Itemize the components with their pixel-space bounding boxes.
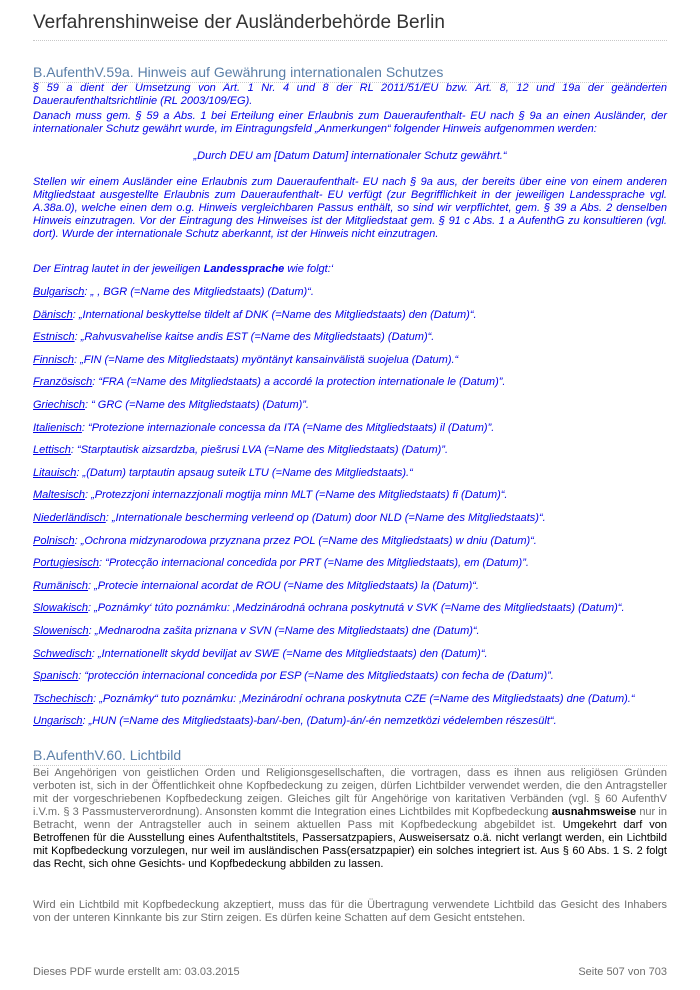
language-entry (33, 535, 683, 548)
language-name-link[interactable]: Schwedisch (33, 647, 92, 660)
language-entry (33, 467, 683, 480)
language-entry (33, 489, 683, 502)
language-notice-text: : „Poznámky“ tuto poznámku: ‚Mezinárodní ochrana poskytnuta CZE (=Name des Mitgliedstaats) dne (Datum).“ (93, 692, 635, 705)
language-notice-text: : „Poznámky‘ túto poznámku: ‚Medzinárodná ochrana poskytnutá v SVK (=Name des Mitgliedstaats) (Datum)“. (88, 602, 625, 615)
language-notice-text: : „Protecie internaional acordat de ROU (=Name des Mitgliedstaats) la (Datum)“. (88, 579, 479, 592)
section-title-59a: B.AufenthV.59a. Hinweis auf Gewährung internationalen Schutzes (33, 64, 667, 83)
language-entry (33, 354, 683, 367)
section-title-60: B.AufenthV.60. Lichtbild (33, 747, 667, 766)
language-notice-text: : „Mednarodna zašita priznana v SVN (=Name des Mitgliedstaats) dne (Datum)“. (88, 625, 480, 637)
paragraph-photo-requirements: Wird ein Lichtbild mit Kopfbedeckung akzeptiert, muss das für die Übertragung verwendete Lichtbild das Gesicht des Inhabers von der unteren Kinnkante bis zur Stirn zeigen. Es dürfen keine Schatten auf dem Gesicht entstehen. (33, 899, 667, 924)
language-entry (33, 670, 683, 683)
paragraph-headwear-exception (33, 767, 667, 871)
paragraph-other-member-state: Stellen wir einem Ausländer eine Erlaubnis zum Daueraufenthalt- EU nach § 9a aus, der bereits über eine von einem anderen Mitgliedstaat ausgestellte Erlaubnis zum Daueraufenthalt- EU verfügt (zur Begrifflichkeit in der jeweiligen Landessprache vgl. A.38a.0), welche einen dem o.g. Hinweis vergleichbaren Passus enthält, so sind wir verpflichtet, gem. § 39 a Abs. 2 denselben Hinweis einzutragen. Vor der Eintragung des Hinweises ist der Mitgliedstaat gem. § 91 c Abs. 1 a AufenthG zu konsultieren (vgl. dort). Wurde der internationale Schutz aberkannt, ist der Hinweis nicht einzutragen. (33, 176, 667, 240)
language-notice-text: : “protección internacional concedida por ESP (=Name des Mitgliedstaats) con fecha de (Datum)”. (78, 670, 554, 683)
language-notice-text: : „Protezzjoni internazzjonali mogtija minn MLT (=Name des Mitgliedstaats) fi (Datum)“. (84, 489, 508, 502)
language-notice-text: : “Protezione internazionale concessa da ITA (=Name des Mitgliedstaats) il (Datum)”. (81, 421, 495, 434)
language-name-link[interactable]: Portugiesisch (33, 557, 100, 570)
language-notice-text: : „Ochrona midzynarodowa przyznana przez POL (=Name des Mitgliedstaats) w dniu (Datum)“. (74, 534, 537, 547)
language-name-link[interactable]: Slowenisch (33, 625, 89, 637)
language-name-link[interactable]: Niederländisch (33, 512, 106, 524)
language-name-link[interactable]: Slowakisch (33, 602, 89, 615)
language-name-link[interactable]: Bulgarisch (33, 286, 85, 298)
language-intro (33, 263, 667, 276)
language-entry (33, 286, 683, 299)
language-notice-text: : „Internationale bescherming verleend op (Datum) door NLD (=Name des Mitgliedstaats)“. (105, 512, 546, 524)
language-name-link[interactable]: Rumänisch (33, 579, 89, 592)
language-entry (33, 580, 683, 593)
headwear-text-bold: ausnahmsweise (551, 806, 637, 818)
language-name-link[interactable]: Dänisch (33, 308, 73, 321)
language-entry (33, 376, 683, 389)
language-name-link[interactable]: Spanisch (33, 670, 79, 683)
language-entry (33, 444, 683, 457)
paragraph-intro: § 59 a dient der Umsetzung von Art. 1 Nr. 4 und 8 der RL 2011/51/EU bzw. Art. 8, 12 und 19a der geänderten Daueraufenthaltsrichtlinie (RL 2003/109/EG). (33, 82, 667, 107)
language-intro-prefix: Der Eintrag lautet in der jeweiligen (33, 263, 204, 275)
language-name-link[interactable]: Lettisch (33, 444, 71, 457)
language-intro-suffix: wie folgt:‘ (284, 263, 334, 275)
footer-created-date: Dieses PDF wurde erstellt am: 03.03.2015 (33, 966, 240, 978)
headwear-text-a: Bei Angehörigen von geistlichen Orden und Religionsgesellschaften, die vortragen, dass es ihnen aus religiösen Gründen verboten ist, sich in der Öffentlichkeit ohne Kopfbedeckung zu zeigen, dürfen Lichtbilder verwendet werden, die den Antragsteller mit der vorgeschriebenen Kopfbedeckung zeigen. Gleiches gilt für Angehörige von karitativen Verbänden (vgl. § 60 AufenthV i.V.m. § 3 Passmusterverordnung). Ansonsten kommt die Integration eines Lichtbildes mit Kopfbedeckung (33, 767, 667, 818)
language-name-link[interactable]: Finnisch (33, 353, 74, 366)
language-notice-text: : „(Datum) tarptautin apsaug suteik LTU (=Name des Mitgliedstaats).“ (76, 466, 413, 479)
footer-page-number: Seite 507 von 703 (578, 966, 667, 978)
language-entry (33, 512, 683, 525)
language-notice-text: : „FIN (=Name des Mitgliedstaats) myöntänyt kansainvälistä suojelua (Datum).“ (73, 353, 459, 366)
language-entry (33, 422, 683, 435)
language-entry (33, 715, 683, 728)
language-name-link[interactable]: Litauisch (33, 466, 77, 479)
required-notice-quote: „Durch DEU am [Datum Datum] internationaler Schutz gewährt.“ (193, 150, 507, 162)
language-intro-bold: Landessprache (203, 263, 285, 275)
language-notice-text: : “ GRC (=Name des Mitgliedstaats) (Datum)”. (84, 399, 309, 411)
language-entry (33, 399, 683, 412)
language-name-link[interactable]: Französisch (33, 376, 93, 389)
language-name-link[interactable]: Ungarisch (33, 715, 83, 728)
language-notice-text: : „International beskyttelse tildelt af DNK (=Name des Mitgliedstaats) den (Datum)“. (72, 308, 477, 321)
language-name-link[interactable]: Griechisch (33, 399, 85, 411)
language-entry (33, 331, 683, 344)
language-entry (33, 309, 683, 322)
language-entry (33, 693, 683, 706)
language-entry (33, 625, 683, 638)
language-notice-text: : “Protecção internacional concedida por PRT (=Name des Mitgliedstaats), em (Datum)”. (99, 557, 529, 570)
language-notice-text: : „ , BGR (=Name des Mitgliedstaats) (Datum)“. (84, 286, 314, 298)
language-entry (33, 602, 683, 615)
language-notice-text: : „Rahvusvahelise kaitse andis EST (=Name des Mitgliedstaats) (Datum)“. (74, 331, 435, 344)
language-notice-text: : „HUN (=Name des Mitgliedstaats)-ban/-ben, (Datum)-án/-én nemzetközi védelemben részesült“. (82, 715, 557, 728)
paragraph-requirement: Danach muss gem. § 59 a Abs. 1 bei Erteilung einer Erlaubnis zum Daueraufenthalt- EU nach § 9a an einen Ausländer, der internationaler Schutz gewährt wurde, im Eintragungsfeld „Anmerkungen“ folgender Hinweis aufgenommen werden: (33, 110, 667, 135)
language-name-link[interactable]: Estnisch (33, 331, 75, 344)
language-notice-text: : „Internationellt skydd beviljat av SWE (=Name des Mitgliedstaats) den (Datum)“. (91, 647, 488, 660)
language-entry (33, 648, 683, 661)
language-notice-text: : “Starptautisk aizsardzba, piešrusi LVA (=Name des Mitgliedstaats) (Datum)”. (70, 444, 449, 457)
page-title: Verfahrenshinweise der Ausländerbehörde Berlin (33, 12, 667, 41)
language-name-link[interactable]: Maltesisch (33, 489, 85, 502)
headwear-text-b: nur in Betracht, wenn der Antragsteller auch in seinem aktuellen Pass mit Kopfbedeckung abgebildet ist. (33, 806, 667, 831)
language-notice-text: : “FRA (=Name des Mitgliedstaats) a accordé la protection internationale le (Datum)”. (92, 376, 506, 389)
language-entry (33, 557, 683, 570)
headwear-text-conversely: Umgekehrt darf von Betroffenen für die Ausstellung eines Aufenthaltstitels, Passersatzpapiers, Ausweisersatz o.ä. nicht verlangt werden, ein Lichtbild mit Kopfbedeckung vorzulegen, nur weil im ausländischen Pass(ersatzpapier) ein solches integriert ist. Aus § 60 Abs. 1 S. 2 folgt das Recht, sich ohne Gesichts- und Kopfbedeckung abbilden zu lassen. (33, 819, 667, 870)
language-name-link[interactable]: Tschechisch (33, 692, 94, 705)
language-name-link[interactable]: Polnisch (33, 534, 75, 547)
language-name-link[interactable]: Italienisch (33, 421, 82, 434)
